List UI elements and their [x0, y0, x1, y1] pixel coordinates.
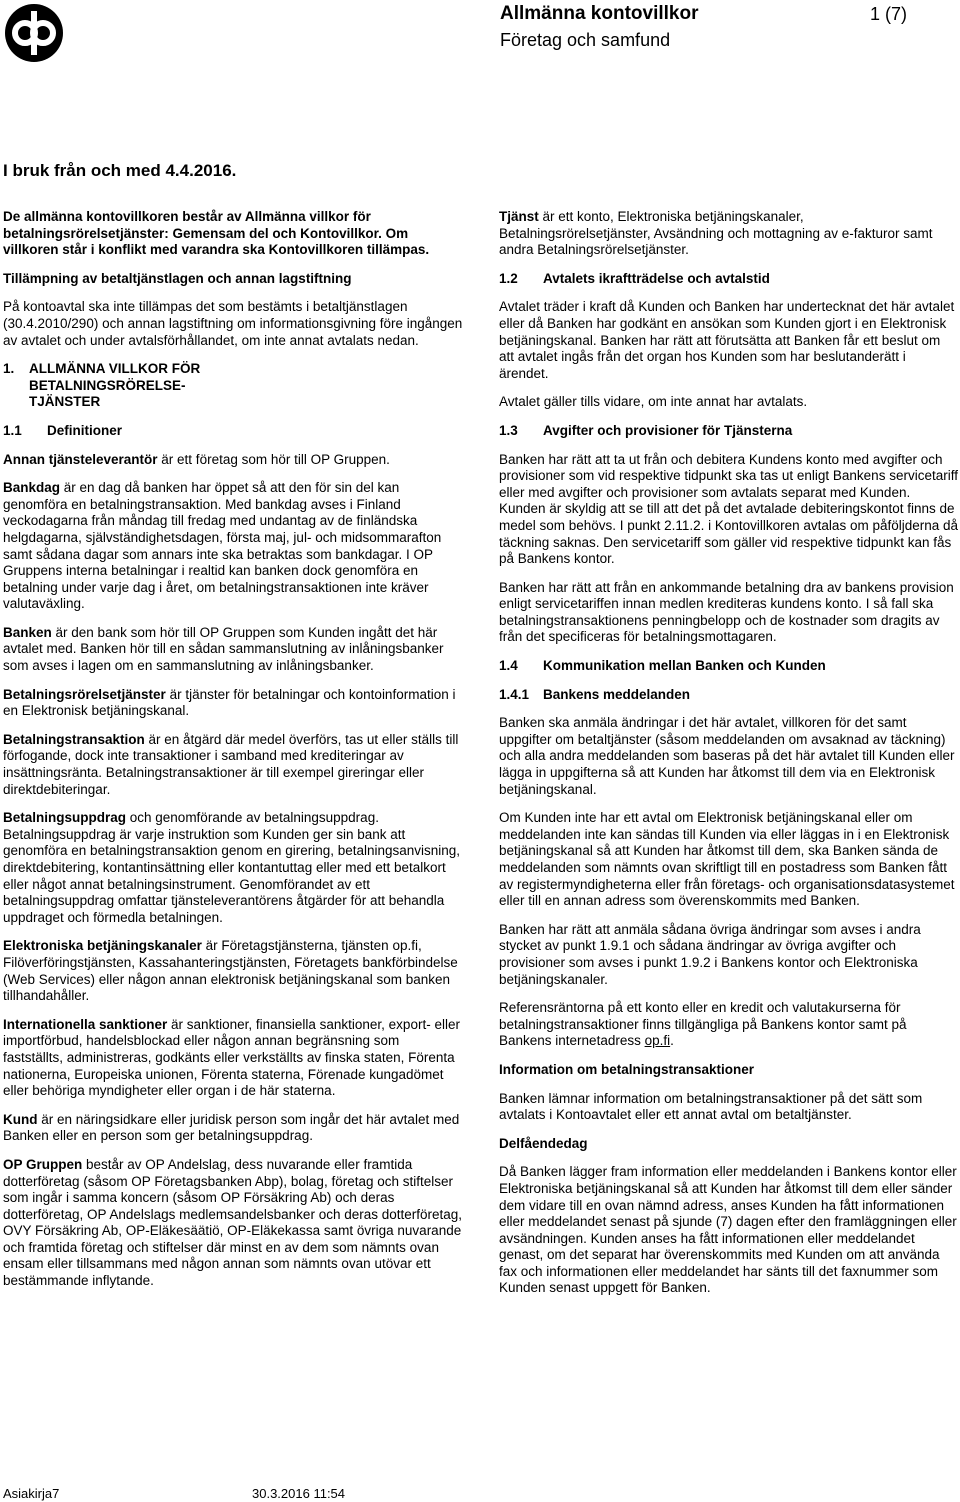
definition-term: Betalningstransaktion	[3, 731, 145, 747]
definition-term: Tjänst	[499, 209, 539, 224]
section-1-heading	[3, 361, 463, 411]
paragraph: Då Banken lägger fram information eller meddelanden i Bankens kontor eller Elektroniska betjäningskanal så att Kunden har åtkomst till dem eller sänder dem vidare till en ovan nämnd adress, anses Kunden ha fått informationen eller meddelandet senast på sjunde (7) dagen efter den framläggningen eller avsändningen. Kunden anses ha fått informationen eller meddelandet genast, om det separat har överenskommits med Kunden om att använda fax och informationen eller meddelandet har sänts till det faxnummer som Kunden senast uppgett för Banken.	[499, 1164, 957, 1296]
section-title: Definitioner	[47, 422, 123, 438]
document-title: Allmänna kontovillkor	[500, 3, 699, 24]
section-number: 1.3	[499, 422, 518, 438]
definition	[3, 1112, 463, 1145]
definition	[3, 938, 463, 1004]
section-number: 1.4	[499, 658, 518, 674]
op-logo-icon	[4, 3, 64, 63]
definition-term: Internationella sanktioner	[3, 1016, 168, 1032]
page-number: 1 (7)	[870, 4, 908, 24]
document-subtitle: Företag och samfund	[500, 30, 671, 50]
section-number: 1.2	[499, 270, 518, 286]
paragraph: Banken lämnar information om betalningstransaktioner på det sätt som avtalats i Kontoavtalet eller ett annat avtal om betaltjänster.	[499, 1090, 923, 1123]
section-title: Avtalets ikraftträdelse och avtalstid	[543, 270, 770, 286]
paragraph: Banken har rätt att anmäla sådana övriga ändringar som avses i andra stycket av punkt 1.9.1 och sådana ändringar av övriga avgifter och provisioner som avses i punkt 1.9.2 i Bankens kontor och Elektroniska betjäningskanaler.	[499, 921, 921, 987]
definition	[499, 209, 958, 259]
definition-text: är en åtgärd där medel överförs, tas ut eller ställs till förfogande, dock inte transaktioner i samband med krediteringar av insättningsränta. Betalningstransaktioner är till exempel gireringar eller direktdebiteringar.	[3, 731, 459, 797]
paragraph-text: Referensräntorna på ett konto eller en kredit och valutakurserna för betalningstransaktioner finns tillgängliga på Bankens kontor samt på Bankens internetadress	[499, 1000, 907, 1049]
definition-term: Annan tjänsteleverantör	[3, 451, 158, 467]
definition-term: Elektroniska betjäningskanaler	[3, 938, 202, 954]
definition	[3, 452, 463, 469]
definition-text: är tjänster för betalningar och kontoinformation i en Elektronisk betjäningskanal.	[3, 686, 456, 719]
definition-text: är en näringsidkare eller juridisk person som ingår det här avtalet med Banken eller en person som ger betalningsuppdrag.	[3, 1111, 460, 1144]
paragraph: Avtalet träder i kraft då Kunden och Banken har undertecknat det här avtalet eller då Banken har godkänt en ansökan som Kunden gjort i en Elektronisk betjäningskanal. Banken har rätt att förutsätta att Banken får ett beslut om att avtalet ingås från det organ hos Kunden som har beslutanderätt i ärendet.	[499, 299, 955, 381]
definition	[3, 732, 463, 798]
left-column	[3, 209, 463, 1302]
section-title: ALLMÄNNA VILLKOR FÖR BETALNINGSRÖRELSE-TJÄNSTER	[29, 361, 201, 410]
paragraph: Om Kunden inte har ett avtal om Elektronisk betjäningskanal eller om meddelanden inte kan sändas till Kunden via eller läggas in i en Elektronisk betjäningskanal så att Kunden har åtkomst till dem, ska Banken sända de meddelanden som nämnts ovan skriftligt till en postadress som Banken fått av registermyndigheterna eller från företags- och organisationsdatasystemet eller till en annan adress som överenskommits med Banken.	[499, 810, 955, 909]
section-title: Kommunikation mellan Banken och Kunden	[543, 658, 826, 674]
op-fi-link[interactable]: op.fi	[644, 1033, 671, 1049]
definition-text: är den bank som hör till OP Gruppen som Kunden ingått det här avtalet med. Banken hör till en sådan sammanslutning av inlåningsbanker som avses i lagen om en sammanslutning av inlåningsbanker.	[3, 624, 444, 674]
definition-text: är ett konto, Elektroniska betjäningskanaler, Betalningsrörelsetjänster, Avsändning och mottagning av e-fakturor samt andra Betalningsrörelsetjänster.	[499, 209, 933, 258]
paragraph: Banken ska anmäla ändringar i det här avtalet, villkoren för det samt uppgifter om betaltjänster (såsom meddelanden om avsaknad av täckning) och alla andra meddelanden som baseras på det här avtalet till Kunden eller lägga in uppgifterna så att Kunden har åtkomst till dem via en Elektronisk betjäningskanal.	[499, 715, 955, 797]
definition-text: är ett företag som hör till OP Gruppen.	[157, 451, 390, 467]
delivery-day-heading: Delfåendedag	[499, 1135, 588, 1151]
right-column	[499, 209, 958, 1309]
definition	[3, 1157, 463, 1290]
intro-paragraph: De allmänna kontovillkoren består av Allmänna villkor för betalningsrörelsetjänster: Gemensam del och Kontovillkor. Om villkoren står i konflikt med varandra ska Kontovillkoren tillämpas.	[3, 209, 430, 258]
section-number: 1.4.1	[499, 686, 530, 702]
info-heading: Information om betalningstransaktioner	[499, 1061, 755, 1077]
section-title: Avgifter och provisioner för Tjänsterna	[543, 422, 793, 438]
definition-text: består av OP Andelslag, dess nuvarande eller framtida dotterföretag (såsom OP Företagsbanken Abp), bolag, företag och stiftelser som ingår i samma koncern (såsom OP Försäkring Ab) och deras dotterföretag, OP Andelslags medlemsandelsbanker och deras dotterföretag, OVY Försäkring Ab, OP-Eläkesäätiö, OP-Eläkekassa samt övriga nuvarande och framtida företag och stiftelser där minst en av dem som nämnts ovan ensam eller tillsammans med någon annan som nämnts ovan utövar ett bestämmande inflytande.	[3, 1156, 463, 1289]
paragraph	[499, 1000, 958, 1050]
section-1-4-heading	[499, 658, 958, 675]
definition-term: OP Gruppen	[3, 1156, 83, 1172]
definition-term: Betalningsuppdrag	[3, 810, 127, 826]
definition-text: är Företagstjänsterna, tjänsten op.fi, Filöverföringstjänsten, Kassahanteringstjänsten, Företagets bankförbindelse (Web Services) eller någon annan elektronisk betjäningskanal som banken tillhandahåller.	[3, 938, 458, 1004]
definition	[3, 1017, 463, 1100]
definition-term: Kund	[3, 1111, 38, 1127]
applicability-heading: Tillämpning av betaltjänstlagen och annan lagstiftning	[3, 270, 352, 286]
definition-text: och genomförande av betalningsuppdrag. Betalningsuppdrag är varje instruktion som Kunden ger sin bank att genomföra en betalningstransaktion genom en girering, betalningsanvisning, direktdebitering, kontantinsättning eller kontantuttag eller med ett betalkort eller något annat betalningsinstrument. Genomförandet av ett betalningsuppdrag omfattar tjänsteleverantörens åtgärder för att behandla uppdraget och förmedla betalningen.	[3, 810, 461, 925]
paragraph-text: .	[670, 1033, 674, 1049]
definition-term: Betalningsrörelsetjänster	[3, 686, 166, 702]
definition-term: Banken	[3, 624, 52, 640]
section-title: Bankens meddelanden	[543, 686, 691, 702]
section-1-3-heading	[499, 423, 958, 440]
section-number: 1.1	[3, 422, 22, 438]
applicability-text: På kontoavtal ska inte tillämpas det som bestämts i betaltjänstlagen (30.4.2010/290) och annan lagstiftning om informationsgivning före ingången av avtalet och under avtalsförhållandet, om inte annat avtalats nedan.	[3, 299, 463, 348]
definition	[3, 480, 463, 613]
footer-attachment: Asiakirja7	[3, 1486, 60, 1501]
paragraph: Banken har rätt att från en ankommande betalning dra av bankens provision enligt servicetariffen innan medlen krediteras kundens konto. I så fall ska betalningstransaktionens penningbelopp och de kostnader som dragits av från det specificeras för betalningsmottagaren.	[499, 579, 954, 645]
footer-datetime: 30.3.2016 11:54	[252, 1486, 346, 1501]
definition	[3, 625, 463, 675]
effective-date: I bruk från och med 4.4.2016.	[3, 161, 237, 180]
definition-text: är sanktioner, finansiella sanktioner, export- eller importförbud, handelsblockad eller någon annan begränsning som fastställts, administreras, godkänts eller verkställts av finska staten, Förenta nationerna, Europeiska unionen, Förenta staterna, Förenade kungadömet eller behöriga myndigheter eller organ i de här staterna.	[3, 1016, 460, 1099]
definition-text: är en dag då banken har öppet så att den för sin del kan genomföra en betalningstransaktion. Med bankdag avses i Finland veckodagarna från måndag till fredag med undantag av de finländska helgdagarna, självständighetsdagen, första maj, jul- och midsommarafton samt sådana dagar som annars inte ska betraktas som bankdagar. I OP Gruppens interna betalningar i realtid kan banken dock genomföra en betalning under varje dag i året, om betalningstransaktionen inte kräver valutaväxling.	[3, 480, 442, 612]
definition	[3, 687, 463, 720]
section-number: 1.	[3, 361, 15, 377]
paragraph: Avtalet gäller tills vidare, om inte annat har avtalats.	[499, 394, 808, 410]
definition	[3, 810, 463, 926]
definitions-heading	[3, 423, 463, 440]
paragraph: Banken har rätt att ta ut från och debitera Kundens konto med avgifter och provisioner som vid respektive tidpunkt ska tas ut enligt Bankens servicetariff eller med avgifter och provisioner som avtalats separat med Kunden. Kunden är skyldig att se till att det på det avtalade debiteringskontot finns de medel som behövs. I punkt 2.11.2. i Kontovillkoren avtalas om påföljderna då täckning saknas. Den servicetariff som gäller vid respektive tidpunkt kan fås på Bankens kontor.	[499, 451, 959, 567]
definition-term: Bankdag	[3, 480, 61, 496]
section-1-4-1-heading	[499, 687, 958, 704]
section-1-2-heading	[499, 271, 958, 288]
